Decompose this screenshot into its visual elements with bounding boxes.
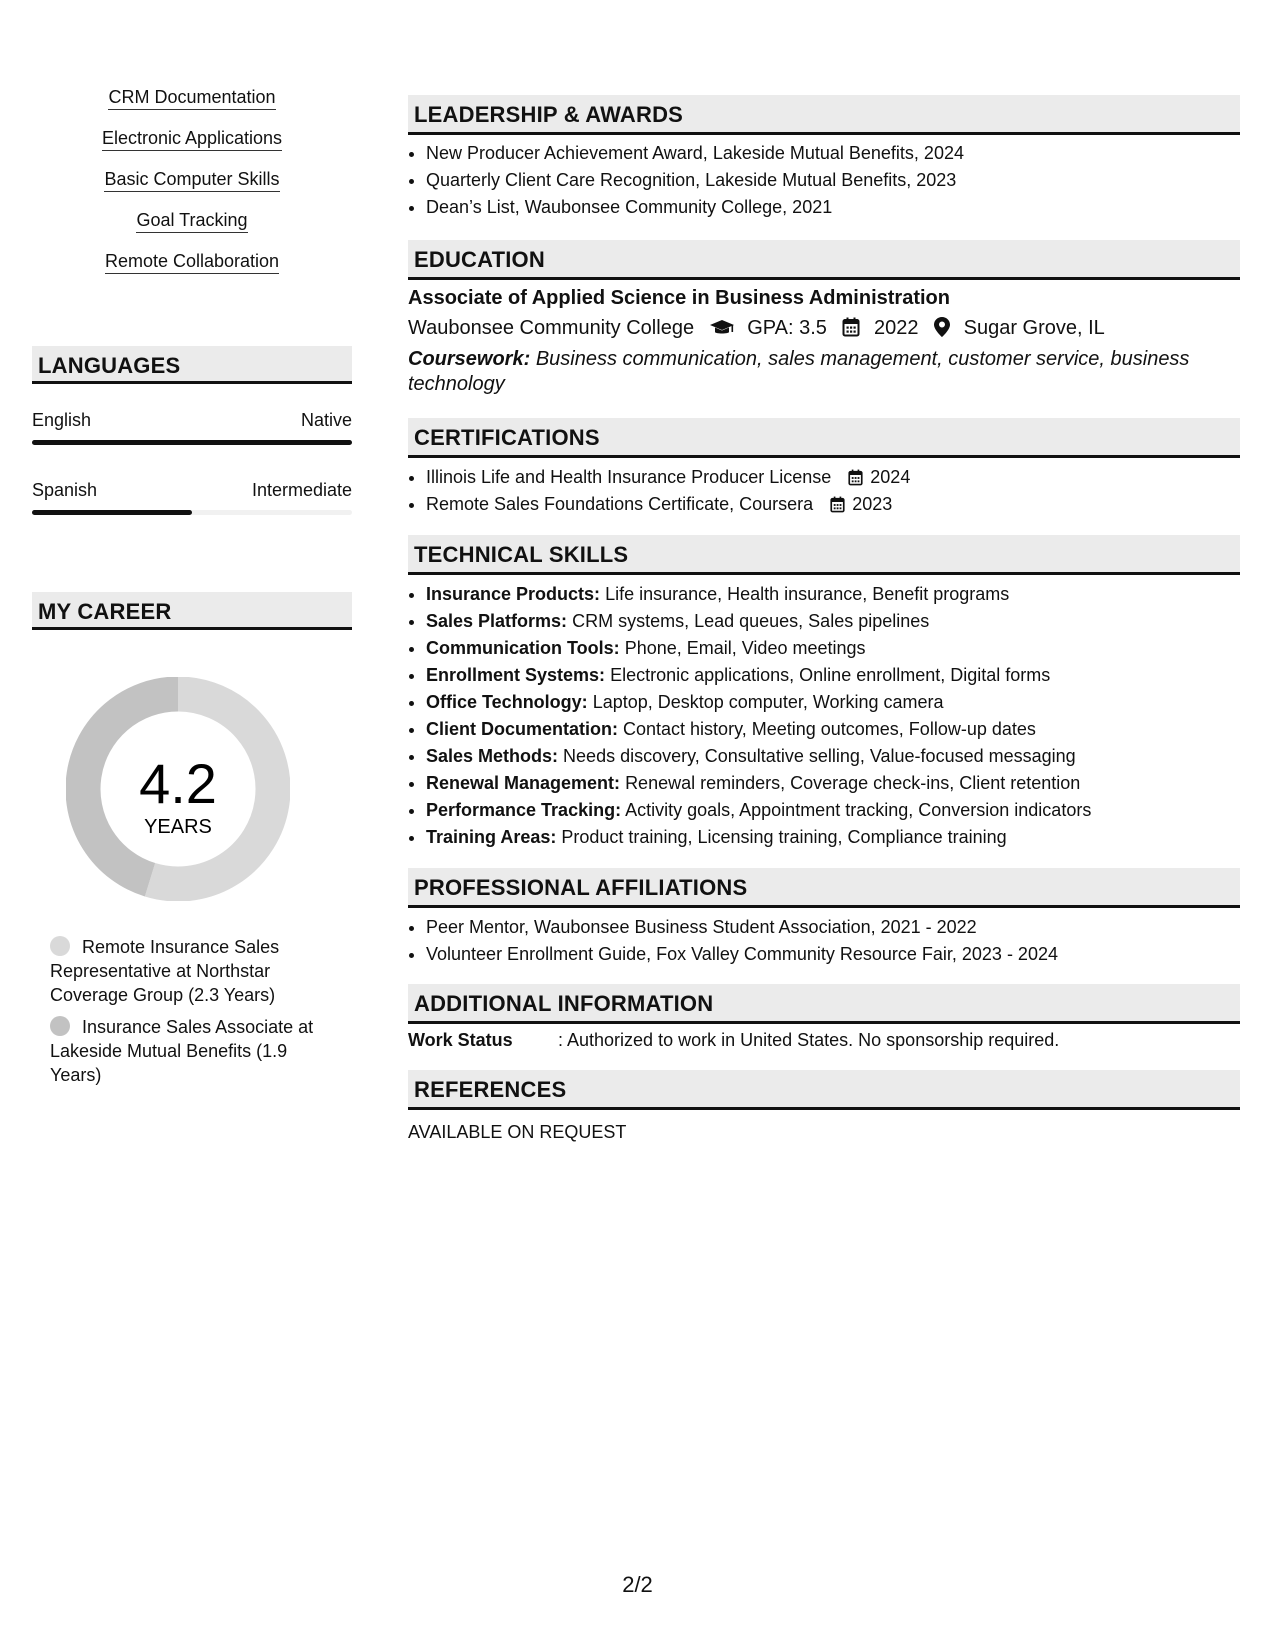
skill-item xyxy=(426,662,1258,689)
language-bar-fill xyxy=(32,510,192,515)
education-coursework xyxy=(408,347,1240,397)
calendar-icon xyxy=(830,496,845,513)
affiliations-heading xyxy=(408,868,1240,908)
work-status-label: Work Status xyxy=(408,1030,513,1050)
language-bar-fill xyxy=(32,440,352,445)
language-bar-track xyxy=(32,510,352,515)
skill-item xyxy=(426,797,1258,824)
languages-title: LANGUAGES xyxy=(38,353,181,378)
language-row xyxy=(32,410,352,460)
skill-category: Sales Methods: xyxy=(426,746,559,766)
education-year: 2022 xyxy=(874,317,919,339)
skill-item xyxy=(426,716,1258,743)
references-text: AVAILABLE ON REQUEST xyxy=(408,1122,627,1142)
certifications-title: CERTIFICATIONS xyxy=(414,425,600,450)
career-title: MY CAREER xyxy=(38,599,172,624)
education-meta xyxy=(408,317,1105,340)
certifications-list xyxy=(408,464,1258,518)
skill-tags xyxy=(32,86,352,291)
list-item: • Dean’s List, Waubonsee Community College, 2021 xyxy=(426,194,1258,221)
list-item: • Volunteer Enrollment Guide, Fox Valley Community Resource Fair, 2023 - 2024 xyxy=(426,941,1258,968)
skill-category: Insurance Products: xyxy=(426,584,601,604)
career-total-unit: YEARS xyxy=(144,816,212,838)
certification-year: 2023 xyxy=(852,494,893,514)
education-school: Waubonsee Community College xyxy=(408,317,695,339)
leadership-heading xyxy=(408,95,1240,135)
work-status-value: : Authorized to work in United States. No sponsorship required. xyxy=(558,1030,1060,1050)
skill-tag: Goal Tracking xyxy=(136,209,247,233)
career-legend-item xyxy=(50,1015,340,1087)
calendar-icon xyxy=(842,317,860,337)
technical-skills-heading xyxy=(408,535,1240,575)
career-legend-item xyxy=(50,935,340,1007)
technical-skills-list xyxy=(408,581,1258,851)
skill-values: Contact history, Meeting outcomes, Follow-up dates xyxy=(623,719,1036,739)
skill-item xyxy=(426,743,1258,770)
legend-dot-icon xyxy=(50,1016,70,1036)
language-level: Intermediate xyxy=(251,480,352,500)
language-level: Native xyxy=(300,410,352,430)
skill-item xyxy=(426,770,1258,797)
certification-year: 2024 xyxy=(870,467,911,487)
skill-category: Enrollment Systems: xyxy=(426,665,606,685)
leadership-title: LEADERSHIP & AWARDS xyxy=(414,102,684,127)
skill-category: Renewal Management: xyxy=(426,773,621,793)
skill-category: Training Areas: xyxy=(426,827,557,847)
skill-item xyxy=(426,635,1258,662)
skill-values: Product training, Licensing training, Compliance training xyxy=(561,827,1007,847)
skill-item xyxy=(426,689,1258,716)
career-donut-chart xyxy=(66,677,290,901)
career-legend-label: Insurance Sales Associate at Lakeside Mutual Benefits (1.9 Years) xyxy=(50,1017,314,1085)
skill-category: Client Documentation: xyxy=(426,719,618,739)
language-name: Spanish xyxy=(32,480,98,500)
list-item: • New Producer Achievement Award, Lakeside Mutual Benefits, 2024 xyxy=(426,140,1258,167)
skill-item xyxy=(426,824,1258,851)
skill-item xyxy=(426,581,1258,608)
skill-values: Renewal reminders, Coverage check-ins, Client retention xyxy=(625,773,1081,793)
affiliations-list xyxy=(408,914,1258,968)
affiliations-title: PROFESSIONAL AFFILIATIONS xyxy=(414,875,748,900)
skill-values: CRM systems, Lead queues, Sales pipelines xyxy=(572,611,930,631)
education-location: Sugar Grove, IL xyxy=(963,317,1105,339)
education-title: EDUCATION xyxy=(414,247,545,272)
career-legend xyxy=(50,935,340,1095)
language-row xyxy=(32,480,352,530)
career-legend-label: Remote Insurance Sales Representative at Northstar Coverage Group (2.3 Years) xyxy=(50,937,280,1005)
skill-tag: Remote Collaboration xyxy=(105,250,279,274)
coursework-label: Coursework: xyxy=(408,348,531,370)
certifications-heading xyxy=(408,418,1240,458)
list-item: • Quarterly Client Care Recognition, Lakeside Mutual Benefits, 2023 xyxy=(426,167,1258,194)
skill-values: Phone, Email, Video meetings xyxy=(624,638,866,658)
career-total-value: 4.2 xyxy=(139,752,217,815)
references-title: REFERENCES xyxy=(414,1077,567,1102)
certification-name: Remote Sales Foundations Certificate, Coursera xyxy=(426,494,814,514)
language-bar-track xyxy=(32,440,352,445)
skill-values: Electronic applications, Online enrollment, Digital forms xyxy=(610,665,1051,685)
legend-dot-icon xyxy=(50,936,70,956)
work-status-row xyxy=(408,1030,1059,1051)
career-heading xyxy=(32,592,352,630)
references-heading xyxy=(408,1070,1240,1110)
skill-category: Communication Tools: xyxy=(426,638,620,658)
education-degree: Associate of Applied Science in Business Administration xyxy=(408,287,950,309)
leadership-list xyxy=(408,140,1258,221)
skill-values: Needs discovery, Consultative selling, Value-focused messaging xyxy=(563,746,1076,766)
skill-tag: Basic Computer Skills xyxy=(104,168,279,192)
certification-name: Illinois Life and Health Insurance Producer License xyxy=(426,467,832,487)
additional-info-heading xyxy=(408,984,1240,1024)
graduation-cap-icon xyxy=(710,319,734,337)
skill-category: Performance Tracking: xyxy=(426,800,622,820)
page-number: 2/2 xyxy=(622,1572,653,1597)
technical-skills-title: TECHNICAL SKILLS xyxy=(414,542,629,567)
list-item: • Peer Mentor, Waubonsee Business Student Association, 2021 - 2022 xyxy=(426,914,1258,941)
additional-info-title: ADDITIONAL INFORMATION xyxy=(414,991,714,1016)
skill-tag: CRM Documentation xyxy=(108,86,275,110)
skill-values: Laptop, Desktop computer, Working camera xyxy=(592,692,944,712)
education-gpa: GPA: 3.5 xyxy=(747,317,827,339)
skill-category: Office Technology: xyxy=(426,692,588,712)
language-name: English xyxy=(32,410,92,430)
skill-values: Life insurance, Health insurance, Benefit programs xyxy=(605,584,1010,604)
coursework-text: Business communication, sales management, customer service, business technology xyxy=(408,348,1190,395)
calendar-icon xyxy=(848,469,863,486)
languages-heading xyxy=(32,346,352,384)
skill-tag: Electronic Applications xyxy=(102,127,282,151)
skill-values: Activity goals, Appointment tracking, Conversion indicators xyxy=(625,800,1092,820)
list-item xyxy=(426,464,1258,491)
skill-category: Sales Platforms: xyxy=(426,611,568,631)
list-item xyxy=(426,491,1258,518)
skill-item xyxy=(426,608,1258,635)
location-pin-icon xyxy=(934,317,950,337)
education-heading xyxy=(408,240,1240,280)
